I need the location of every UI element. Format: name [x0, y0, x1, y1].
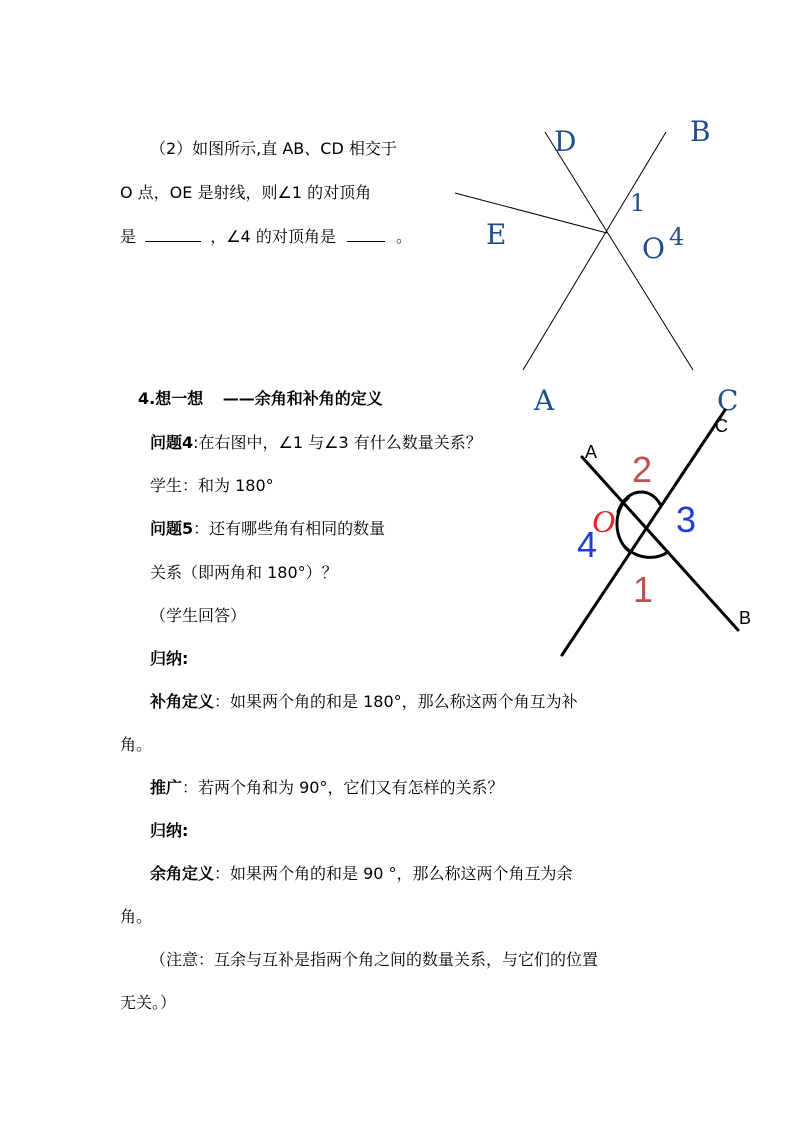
q2-line-3-start: 是 — [120, 227, 137, 246]
label-angle-4: 4 — [669, 223, 685, 251]
q2-line-3-mid: ，∠4 的对顶角是 — [210, 227, 336, 246]
extension-text: ：若两个角和为 90°，它们又有怎样的关系？ — [182, 778, 504, 797]
label-b-2: B — [739, 608, 752, 628]
question-5-label: 问题5 — [150, 519, 194, 538]
label-angle-3: 3 — [676, 499, 697, 540]
summary-heading-2: 归纳: — [150, 821, 189, 840]
section-heading-subtitle: ——余角和补角的定义 — [222, 389, 383, 408]
label-o-2: O — [592, 503, 616, 539]
line-ab-thick — [582, 457, 738, 630]
label-angle-1-2: 1 — [633, 569, 654, 610]
extension-label: 推广 — [150, 778, 183, 797]
label-angle-4-2: 4 — [577, 524, 598, 565]
question-4-text: :在右图中，∠1 与∠3 有什么数量关系？ — [193, 433, 482, 452]
note-continued: 无关。） — [120, 993, 177, 1012]
label-a-2: A — [585, 442, 598, 462]
note: （注意：互余与互补是指两个角之间的数量关系，与它们的位置 — [150, 950, 599, 969]
label-e: E — [486, 218, 507, 251]
label-o: O — [642, 232, 665, 265]
q2-line-1: （2）如图所示,直 AB、CD 相交于 — [150, 139, 397, 158]
angle-arc-1 — [624, 546, 668, 557]
q2-line-3-end: 。 — [396, 227, 413, 246]
student-answer: （学生回答） — [150, 606, 247, 625]
label-c-2: C — [715, 416, 728, 436]
label-angle-1: 1 — [630, 189, 646, 217]
label-d: D — [554, 125, 577, 158]
student-response: 学生：和为 180° — [150, 476, 274, 495]
summary-heading-1: 归纳: — [150, 649, 189, 668]
q2-line-2: O 点，OE 是射线，则∠1 的对顶角 — [120, 183, 372, 202]
complementary-text: ：如果两个角的和是 90 °，那么称这两个角互为余 — [214, 864, 573, 883]
complementary-definition-continued: 角。 — [120, 907, 153, 926]
question-5-continued: 关系（即两角和 180°）？ — [150, 563, 338, 582]
question-4-label: 问题4 — [150, 433, 194, 452]
question-5-text: ：还有哪些角有相同的数量 — [193, 519, 386, 538]
supplementary-text: ：如果两个角的和是 180°，那么称这两个角互为补 — [214, 692, 578, 711]
supplementary-definition-continued: 角。 — [120, 735, 153, 754]
complementary-label: 余角定义 — [150, 864, 215, 883]
label-b: B — [690, 115, 711, 148]
supplementary-label: 补角定义 — [150, 692, 215, 711]
label-angle-2: 2 — [632, 449, 653, 490]
label-a: A — [534, 384, 555, 417]
section-heading-title: 4.想一想 — [138, 389, 204, 408]
label-c: C — [717, 384, 739, 417]
